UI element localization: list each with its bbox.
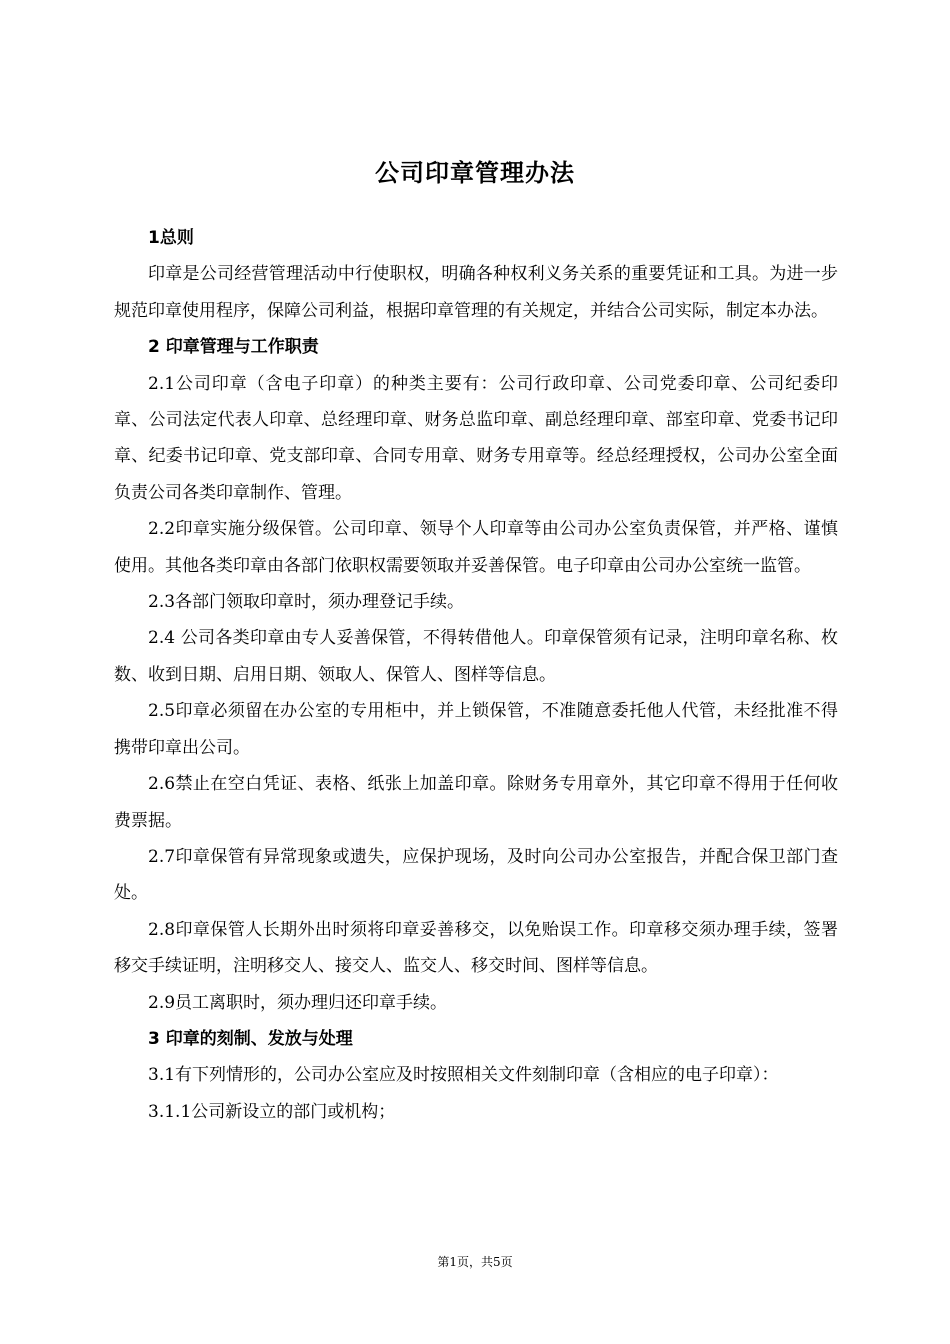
- body-paragraph: 2.4 公司各类印章由专人妥善保管，不得转借他人。印章保管须有记录，注明印章名称、枚数、收到日期、启用日期、领取人、保管人、图样等信息。: [114, 628, 838, 685]
- body-paragraph: 2.6禁止在空白凭证、表格、纸张上加盖印章。除财务专用章外，其它印章不得用于任何收费票据。: [114, 774, 838, 831]
- body-paragraph: 2.2印章实施分级保管。公司印章、领导个人印章等由公司办公室负责保管，并严格、谨慎使用。其他各类印章由各部门依职权需要领取并妥善保管。电子印章由公司办公室统一监管。: [114, 519, 838, 576]
- body-paragraph: 2.9员工离职时，须办理归还印章手续。: [148, 992, 448, 1013]
- page-footer: 第1页，共5页: [437, 1255, 513, 1269]
- body-paragraph: 2.3各部门领取印章时，须办理登记手续。: [148, 592, 465, 613]
- body-paragraph: 2.8印章保管人长期外出时须将印章妥善移交，以免贻误工作。印章移交须办理手续，签署移交手续证明，注明移交人、接交人、监交人、移交时间、图样等信息。: [114, 919, 838, 977]
- section-heading: 2 印章管理与工作职责: [148, 337, 319, 358]
- body-paragraph: 印章是公司经营管理活动中行使职权，明确各种权利义务关系的重要凭证和工具。为进一步规范印章使用程序，保障公司利益，根据印章管理的有关规定，并结合公司实际，制定本办法。: [114, 264, 838, 321]
- document-title: 公司印章管理办法: [375, 159, 575, 187]
- document-body: [114, 220, 838, 1130]
- body-paragraph: 2.5印章必须留在办公室的专用柜中，并上锁保管，不准随意委托他人代管，未经批准不得携带印章出公司。: [114, 701, 838, 758]
- body-paragraph: 3.1有下列情形的，公司办公室应及时按照相关文件刻制印章（含相应的电子印章）：: [148, 1065, 779, 1086]
- section-heading: 3 印章的刻制、发放与处理: [148, 1028, 353, 1049]
- body-paragraph: 2.7印章保管有异常现象或遗失，应保护现场，及时向公司办公室报告，并配合保卫部门查处。: [114, 846, 838, 904]
- body-paragraph: 3.1.1公司新设立的部门或机构；: [148, 1101, 396, 1122]
- body-paragraph: 2.1公司印章（含电子印章）的种类主要有：公司行政印章、公司党委印章、公司纪委印章、公司法定代表人印章、总经理印章、财务总监印章、副总经理印章、部室印章、党委书记印章、纪委书记印章、党支部印章、合同专用章、财务专用章等。经总经理授权，公司办公室全面负责公司各类印章制作、管理。: [114, 373, 838, 503]
- section-heading: 1总则: [148, 228, 194, 248]
